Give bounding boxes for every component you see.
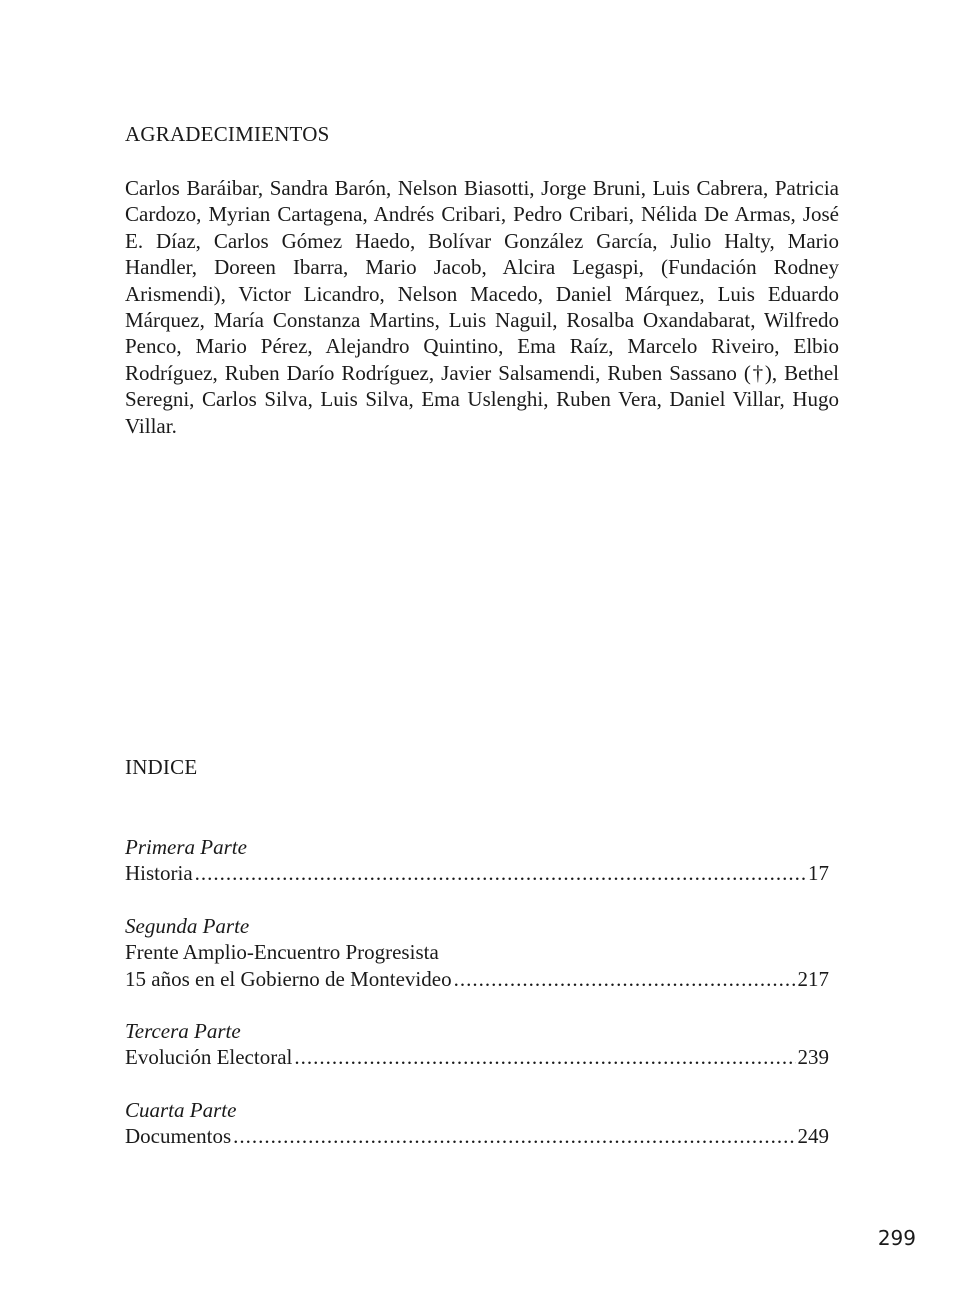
acknowledgements-heading: AGRADECIMIENTOS — [125, 122, 330, 146]
table-of-contents — [125, 834, 829, 1150]
toc-entry — [125, 1044, 829, 1070]
toc-part-label: Segunda Parte — [125, 913, 250, 938]
toc-leader-dots — [454, 966, 796, 992]
toc-part-label: Tercera Parte — [125, 1019, 241, 1044]
toc-entry-title: Documentos — [125, 1124, 232, 1149]
acknowledgements-text: Carlos Baráibar, Sandra Barón, Nelson Biasotti, Jorge Bruni, Luis Cabrera, Patricia Cardozo, Myrian Cartagena, Andrés Cribari, Pedro Cribari, Nélida De Armas, José E. Díaz, Carlos Gómez Haedo, Bolívar González García, Julio Halty, Mario Handler, Doreen Ibarra, Mario Jacob, Alcira Legaspi, (Fundación Rodney Arismendi), Victor Licandro, Nelson Macedo, Daniel Márquez, Luis Eduardo Márquez, María Constanza Martins, Luis Naguil, Rosalba Oxandabarat, Wilfredo Penco, Mario Pérez, Alejandro Quintino, Ema Raíz, Marcelo Riveiro, Elbio Rodríguez, Ruben Darío Rodríguez, Javier Salsamendi, Ruben Sassano (†), Bethel Seregni, Carlos Silva, Luis Silva, Ema Uslenghi, Ruben Vera, Daniel Villar, Hugo Villar. — [125, 176, 839, 438]
toc-part-label: Cuarta Parte — [125, 1097, 237, 1122]
page-number: 299 — [877, 1226, 916, 1250]
toc-leader-dots — [195, 860, 806, 886]
toc-leader-dots — [233, 1123, 795, 1149]
toc-entry — [125, 966, 829, 992]
toc-entry-title: 15 años en el Gobierno de Montevideo — [125, 966, 452, 991]
toc-part-3 — [125, 1018, 829, 1071]
toc-entry-subtitle: Frente Amplio-Encuentro Progresista — [125, 940, 439, 965]
toc-entry-page: 217 — [797, 966, 829, 991]
toc-part-label: Primera Parte — [125, 835, 247, 859]
toc-entry-title: Evolución Electoral — [125, 1045, 293, 1070]
toc-part-1 — [125, 834, 829, 887]
toc-part-2 — [125, 913, 829, 992]
toc-entry-page: 239 — [797, 1045, 829, 1070]
index-heading: INDICE — [125, 755, 198, 779]
toc-entry-title: Historia — [125, 861, 193, 886]
toc-entry — [125, 1123, 829, 1149]
toc-entry-page: 17 — [808, 861, 829, 886]
toc-part-4 — [125, 1097, 829, 1150]
toc-entry-page: 249 — [797, 1124, 829, 1149]
toc-entry — [125, 860, 829, 886]
toc-leader-dots — [294, 1044, 795, 1070]
